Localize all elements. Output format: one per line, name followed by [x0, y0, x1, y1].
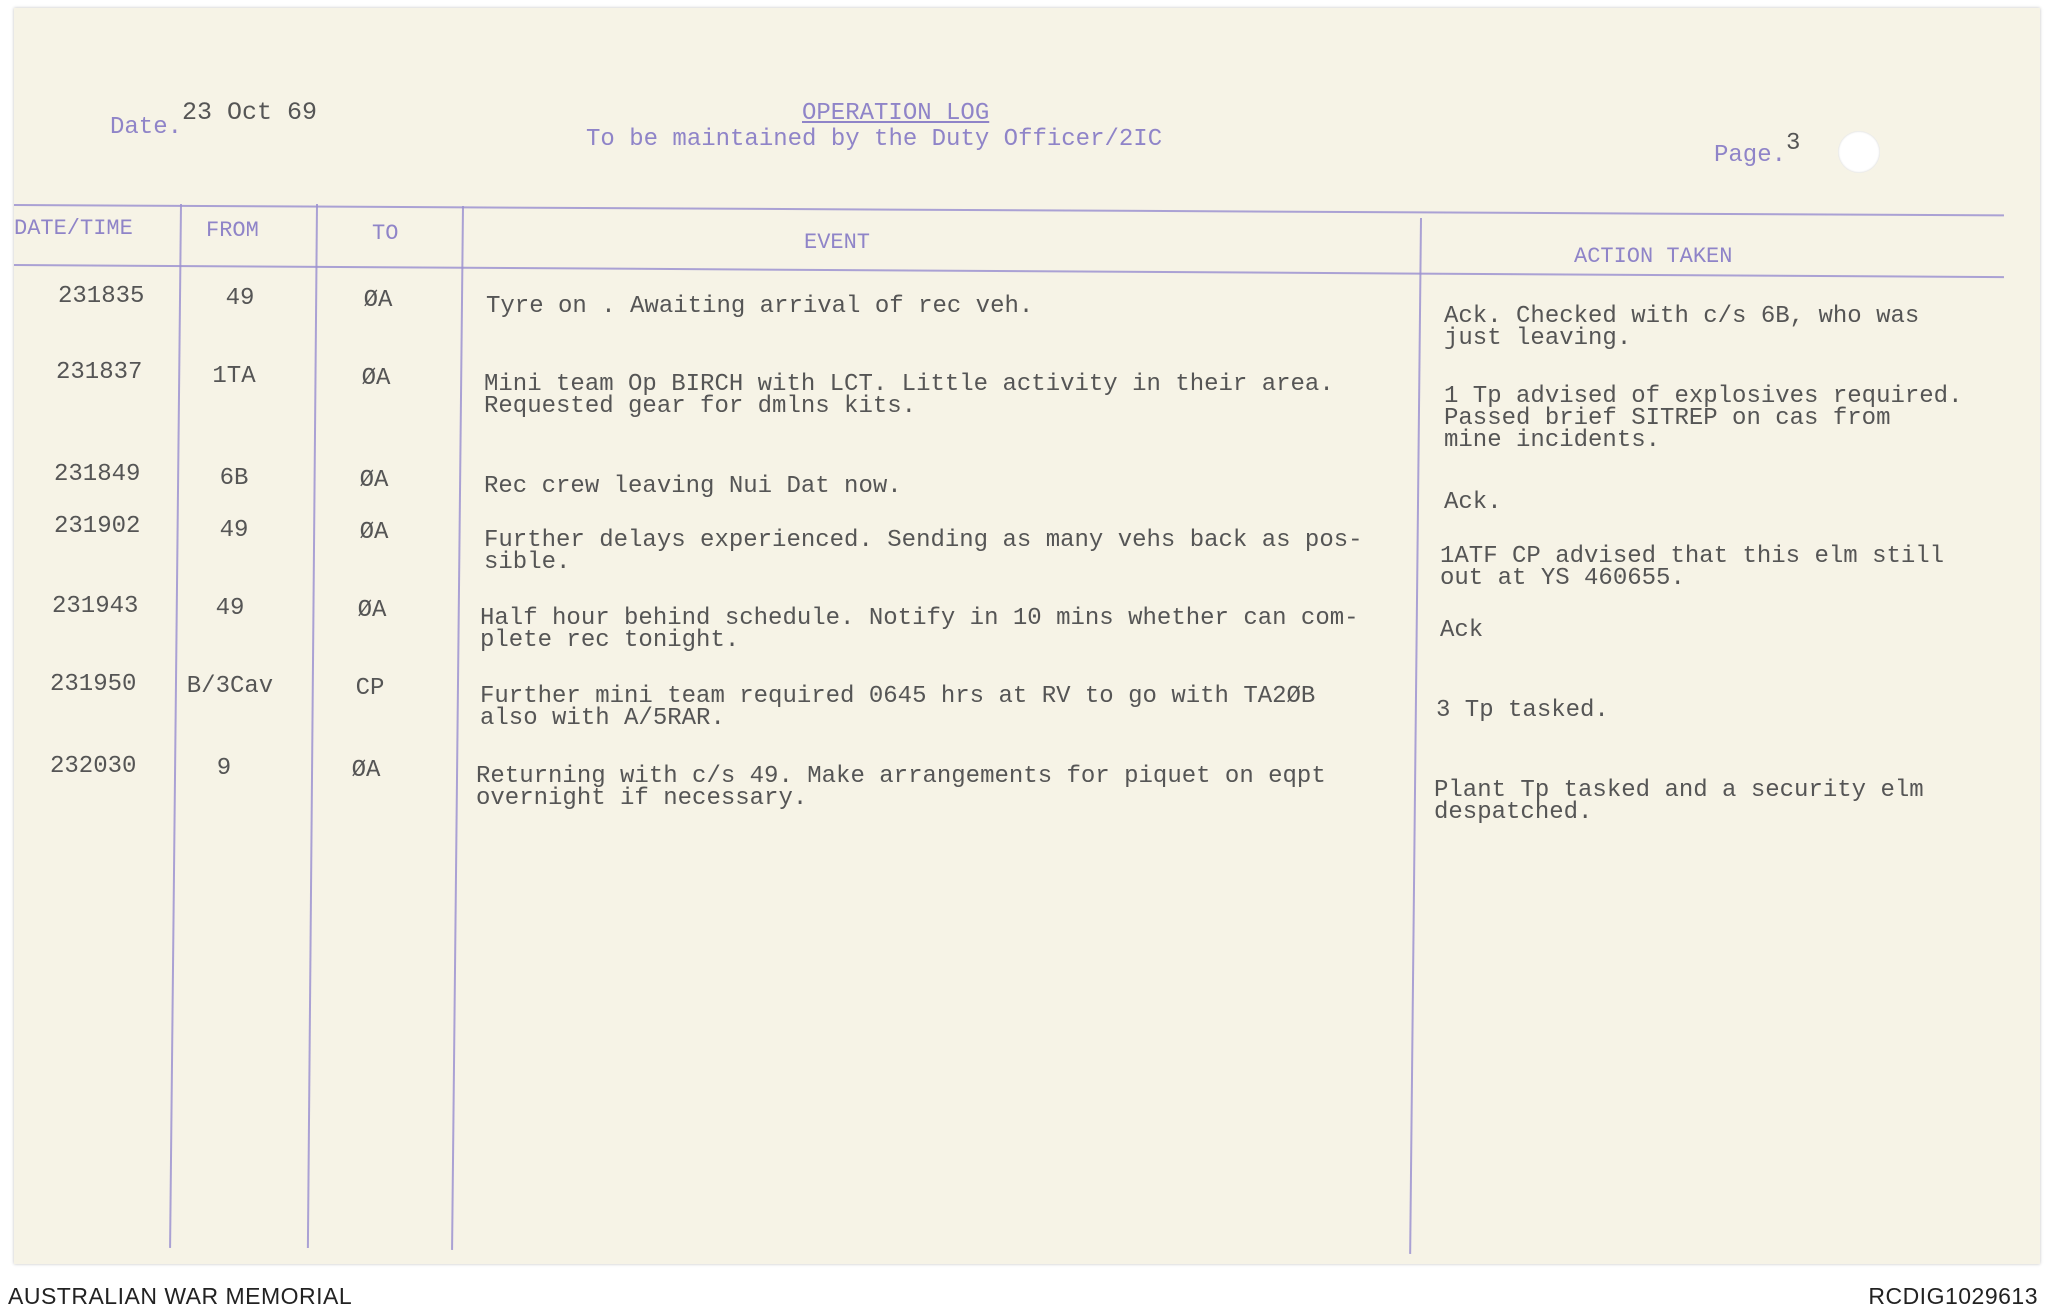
row-to: ØA	[359, 519, 389, 546]
row-action: Ack	[1440, 617, 1484, 644]
row-from: 1TA	[212, 363, 256, 390]
col-datetime-header: DATE/TIME	[14, 216, 133, 241]
row-action: 1ATF CP advised that this elm still out at YS 460655.	[1440, 543, 1945, 592]
page-subtitle: To be maintained by the Duty Officer/2IC	[586, 126, 1163, 153]
column-rule-4	[1409, 218, 1422, 1254]
row-from: 6B	[219, 465, 249, 492]
row-event: Further mini team required 0645 hrs at RV to go with TA2ØB also with A/5RAR.	[480, 683, 1316, 732]
header-top-rule	[14, 204, 2004, 216]
row-from: 9	[216, 755, 232, 782]
row-to: ØA	[363, 287, 393, 314]
page-title: OPERATION LOG	[802, 100, 990, 127]
row-to: ØA	[357, 597, 387, 624]
col-from-header: FROM	[206, 218, 259, 243]
col-action-header: ACTION TAKEN	[1574, 244, 1733, 269]
row-to: CP	[355, 675, 385, 702]
row-datetime: 231950	[50, 671, 137, 698]
row-to: ØA	[359, 467, 389, 494]
row-datetime: 231837	[56, 359, 143, 386]
column-rule-2	[307, 204, 318, 1248]
date-field	[110, 98, 318, 141]
page-label: Page.	[1714, 142, 1787, 169]
col-event-header: EVENT	[804, 230, 871, 255]
row-action: 1 Tp advised of explosives required. Passed brief SITREP on cas from mine incidents.	[1444, 383, 1963, 454]
log-sheet	[14, 8, 2040, 1264]
row-event: Half hour behind schedule. Notify in 10 mins whether can com- plete rec tonight.	[480, 605, 1359, 654]
row-datetime: 231849	[54, 461, 141, 488]
col-to-header: TO	[372, 221, 399, 246]
page-number: 3	[1786, 130, 1801, 157]
row-event: Further delays experienced. Sending as many vehs back as pos- sible.	[484, 527, 1363, 576]
archive-id: RCDIG1029613	[1868, 1283, 2038, 1309]
date-value: 23 Oct 69	[182, 98, 318, 127]
row-datetime: 231943	[52, 593, 139, 620]
row-event: Rec crew leaving Nui Dat now.	[484, 473, 902, 500]
date-label: Date.	[110, 114, 183, 141]
row-to: ØA	[351, 757, 381, 784]
row-event: Returning with c/s 49. Make arrangements for piquet on eqpt overnight if necessary.	[476, 763, 1326, 812]
row-action: 3 Tp tasked.	[1436, 697, 1609, 724]
row-action: Ack.	[1444, 489, 1502, 516]
column-rule-3	[451, 206, 464, 1250]
row-datetime: 231835	[58, 283, 145, 310]
row-event: Mini team Op BIRCH with LCT. Little activity in their area. Requested gear for dmlns kits.	[484, 371, 1334, 420]
row-from: 49	[215, 595, 245, 622]
row-from: 49	[225, 285, 255, 312]
row-datetime: 232030	[50, 753, 137, 780]
column-rule-1	[169, 204, 182, 1248]
row-action: Plant Tp tasked and a security elm despatched.	[1434, 777, 1924, 826]
row-from: B/3Cav	[186, 673, 274, 700]
row-event: Tyre on . Awaiting arrival of rec veh.	[486, 293, 1034, 320]
row-action: Ack. Checked with c/s 6B, who was just leaving.	[1444, 303, 1920, 352]
page-number-field	[1714, 130, 1801, 169]
row-datetime: 231902	[54, 513, 141, 540]
row-to: ØA	[361, 365, 391, 392]
row-from: 49	[219, 517, 249, 544]
archive-credit: AUSTRALIAN WAR MEMORIAL	[8, 1283, 353, 1309]
punch-hole	[1838, 131, 1880, 173]
